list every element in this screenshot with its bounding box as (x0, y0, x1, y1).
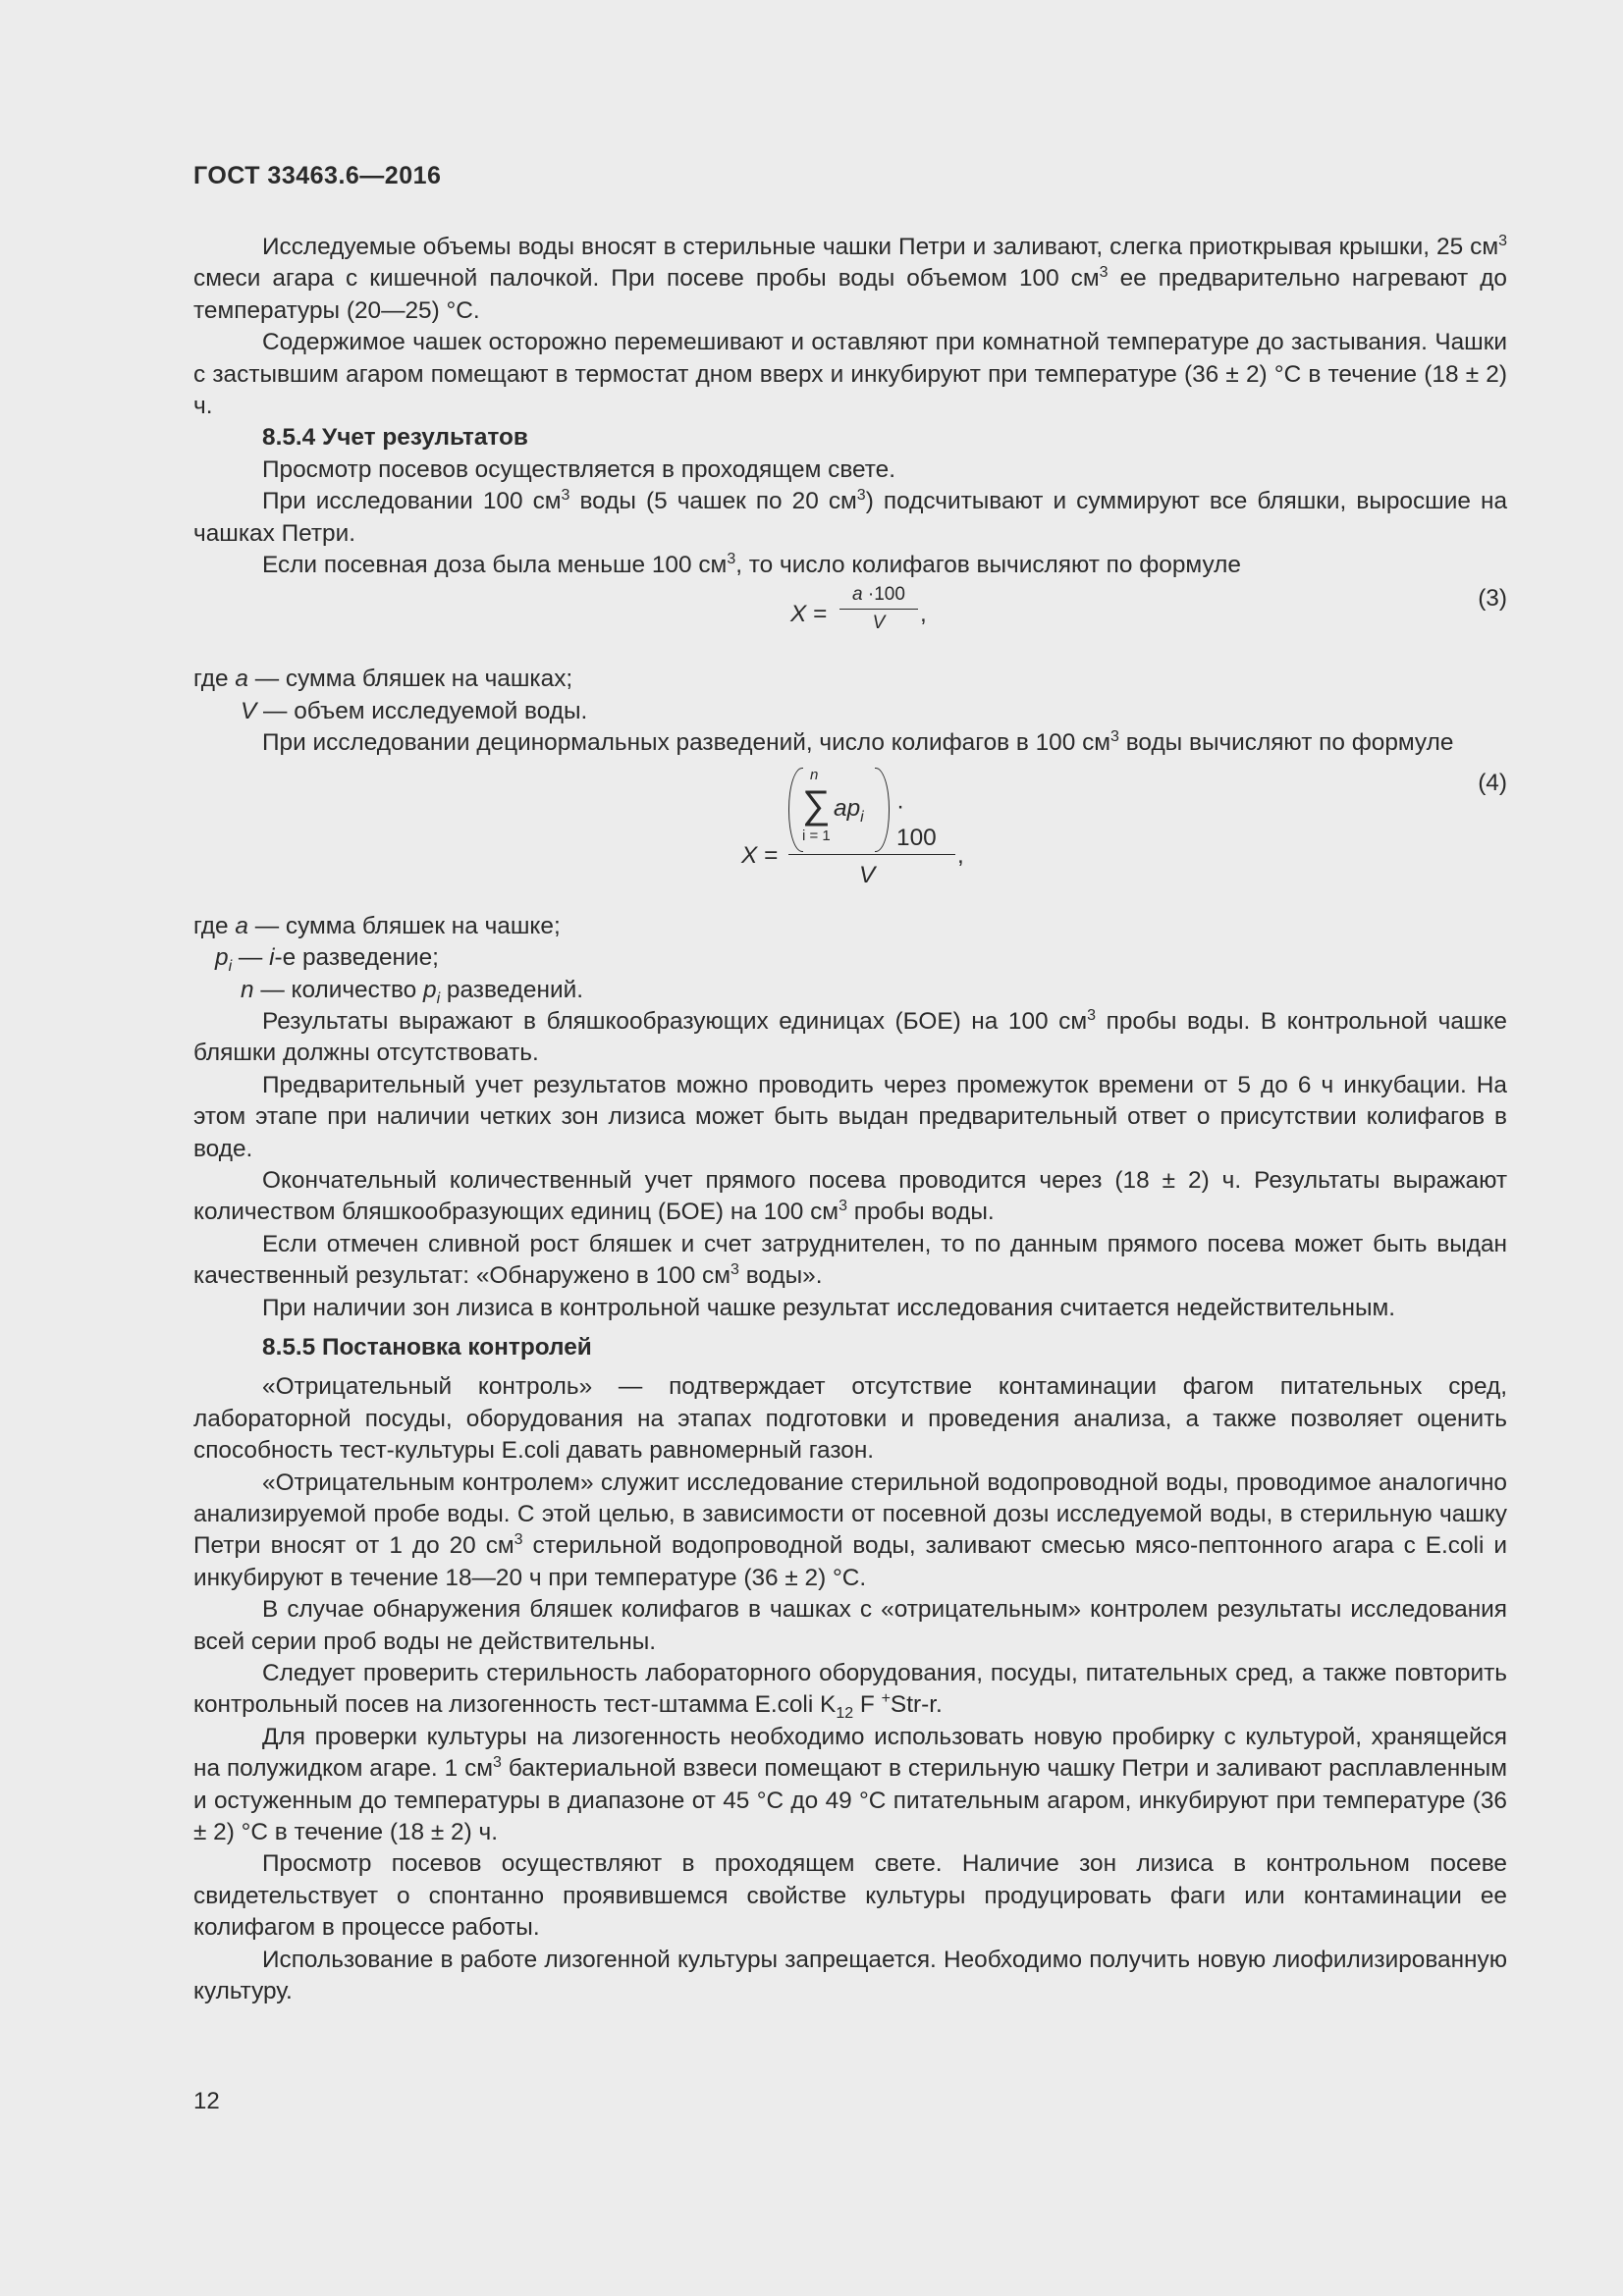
equation-number: (4) (1478, 769, 1507, 796)
section-heading-8-5-5: 8.5.5 Постановка контролей (262, 1333, 592, 1361)
paragraph: Просмотр посевов осуществляют в проходящем свете. Наличие зон лизиса в контрольном посеве свидетельствует о спонтанно проявившемся свойстве культуры продуцировать фаги или контаминации ее колифагом в процессе работы. (193, 1850, 1507, 1942)
where-clause: где a — сумма бляшек на чашках; (193, 666, 573, 693)
paragraph: Если отмечен сливной рост бляшек и счет затруднителен, то по данным прямого посева может быть выдан качественный результат: «Обнаружено в 100 $см^3$ воды». (193, 1230, 1507, 1290)
paragraph: «Отрицательным контролем» служит исследование стерильной водопроводной воды, проводимое аналогично анализируемой пробе воды. С этой целью, в зависимости от посевной дозы исследуемой воды, в стерильную чашку Петри вносят от 1 до 20 $см^3$ стерильной водопроводной воды, заливают смесью мясо-пептонного агара с E.coli и инкубируют в течение 18—20 ч при температуре (36 ± 2) °С. (193, 1468, 1507, 1591)
standard-header: ГОСТ 33463.6—2016 (193, 162, 442, 189)
document-body (193, 232, 1507, 2008)
paragraph: «Отрицательный контроль» — подтверждает отсутствие контаминации фагом питательных сред, лабораторной посуды, оборудования на этапах подготовки и проведения анализа, а также позволяет оценить способность тест-культуры E.coli давать равномерный газон. (193, 1373, 1507, 1465)
paragraph: При исследовании децинормальных разведений, число колифагов в 100 $см^3$ воды вычисляют по формуле (262, 728, 1454, 757)
formula-numerator: n ∑ i = 1 $ap_i$ · 100 (788, 768, 944, 852)
fraction-bar (788, 854, 955, 855)
formula-lhs: X = (790, 601, 828, 628)
paragraph: Если посевная доза была меньше 100 $см^3$, то число колифагов вычисляют по формуле (262, 550, 1241, 579)
section-heading-8-5-4: 8.5.4 Учет результатов (262, 424, 528, 452)
paragraph: Следует проверить стерильность лабораторного оборудования, посуды, питательных сред, а также повторить контрольный посев на лизогенность тест-штамма E.coli $K_{12}$ F +Str-r. (193, 1660, 1507, 1723)
paragraph: Просмотр посевов осуществляется в проходящем свете. (262, 455, 895, 483)
paragraph: В случае обнаружения бляшек колифагов в чашках с «отрицательным» контролем результаты исследования всей серии проб воды не действительны. (193, 1596, 1507, 1655)
paragraph: Результаты выражают в бляшкообразующих единицах (БОЕ) на 100 $см^3$ пробы воды. В контрольной чашке бляшки должны отсутствовать. (193, 1006, 1507, 1067)
paragraph: При исследовании 100 $см^3$ воды (5 чашек по 20 $см^3$) подсчитывают и суммируют все бляшки, выросшие на чашках Петри. (193, 487, 1508, 547)
page-number: 12 (193, 2088, 220, 2114)
where-clause: $p_i$ — i-е разведение; (215, 944, 439, 975)
where-clause: где a — сумма бляшек на чашке; (193, 912, 561, 939)
paragraph: Окончательный количественный учет прямого посева проводится через (18 ± 2) ч. Результаты выражают количеством бляшкообразующих единиц (БОЕ) на 100 $см^3$ пробы воды. (193, 1166, 1507, 1226)
paragraph: Содержимое чашек осторожно перемешивают и оставляют при комнатной температуре до застывания. Чашки с застывшим агаром помещают в термостат дном вверх и инкубируют при температуре (36 ± 2) °С в течение (18 ± 2) ч. (193, 329, 1507, 420)
where-clause: V — объем исследуемой воды. (241, 697, 588, 724)
paragraph: Для проверки культуры на лизогенность необходимо использовать новую пробирку с культурой, хранящейся на полужидком агаре. 1 $см^3$ бактериальной взвеси помещают в стерильную чашку Петри и заливают расплавленным и остуженным до температуры в диапазоне от 45 °С до 49 °С питательным агаром, инкубируют при температуре (36 ± 2) °С в течение (18 ± 2) ч. (193, 1723, 1507, 1846)
paragraph: Исследуемые объемы воды вносят в стерильные чашки Петри и заливают, слегка приоткрывая крышки, 25 $см^3$ смеси агара с кишечной палочкой. При посеве пробы воды объемом 100 $см^3$ ее предварительно нагревают до температуры (20—25) °С. (193, 232, 1507, 324)
paragraph: Использование в работе лизогенной культуры запрещается. Необходимо получить новую лиофилизированную культуру. (193, 1946, 1507, 2005)
formula-lhs: X = (741, 841, 779, 869)
formula-3: X = $\frac{a \cdot 100}{V}$ , (3) (790, 584, 1507, 634)
formula-fraction: $\frac{a \cdot 100}{V}$ (839, 583, 918, 635)
where-clause: n — количество $p_i$ разведений. (241, 976, 583, 1007)
equation-number: (3) (1478, 585, 1507, 613)
paragraph: При наличии зон лизиса в контрольной чашке результат исследования считается недействительным. (262, 1294, 1396, 1321)
paragraph: Предварительный учет результатов можно проводить через промежуток времени от 5 до 6 ч инкубации. На этом этапе при наличии четких зон лизиса может быть выдан предварительный ответ о присутствии колифагов в воде. (193, 1071, 1507, 1162)
formula-4: X = n ∑ i = 1 $ap_i$ · 100 V , (4) (741, 766, 1507, 888)
sum-symbol: ∑ (802, 782, 831, 827)
